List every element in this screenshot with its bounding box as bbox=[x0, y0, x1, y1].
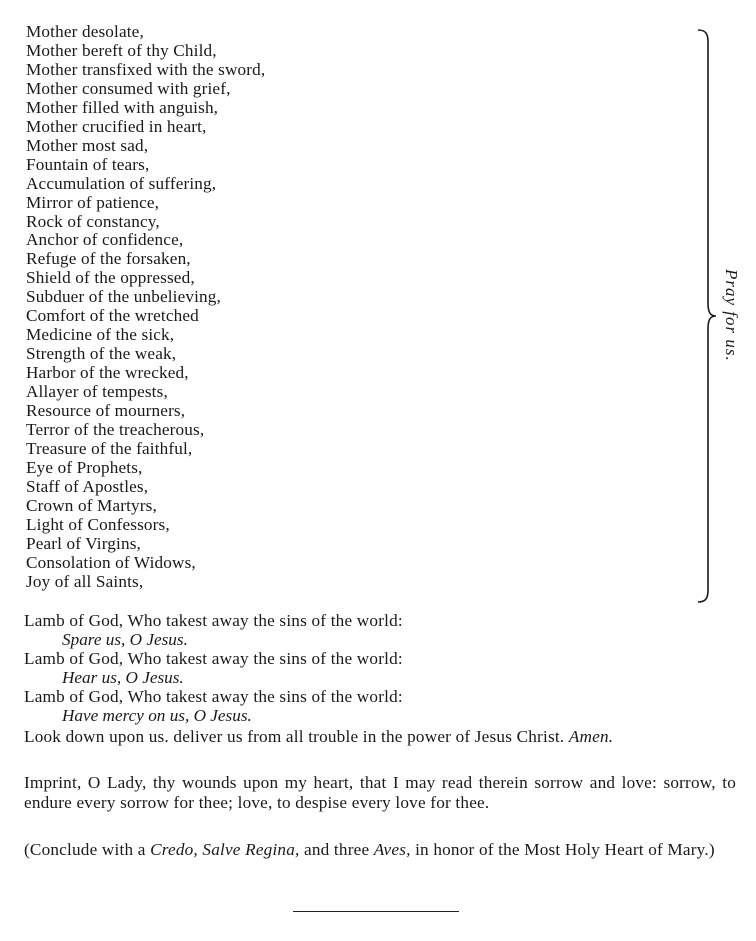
litany-line: Mother bereft of thy Child, bbox=[26, 40, 217, 60]
end-rule bbox=[293, 911, 459, 912]
conclusion-credo: Credo, bbox=[150, 840, 198, 859]
amen: Amen. bbox=[568, 727, 614, 746]
litany-line: Joy of all Saints, bbox=[26, 571, 144, 591]
imprint-prayer: Imprint, O Lady, thy wounds upon my heart, that I may read therein sorrow and love: sorrow, to endure every sorrow for thee; love, to despise every love for thee. bbox=[24, 773, 736, 812]
agnus-dei-section bbox=[24, 611, 736, 725]
litany-line: Harbor of the wrecked, bbox=[26, 363, 189, 383]
litany-line: Mother transfixed with the sword, bbox=[26, 59, 266, 79]
conclusion-prefix: (Conclude with a bbox=[24, 840, 146, 859]
lamb-call-3: Lamb of God, Who takest away the sins of the world: bbox=[24, 687, 403, 706]
closing-prayer bbox=[24, 727, 736, 747]
conclusion-salve: Salve Regina, bbox=[202, 840, 300, 859]
litany-line: Strength of the weak, bbox=[26, 344, 177, 364]
litany-line: Accumulation of suffering, bbox=[26, 173, 217, 193]
litany-line: Terror of the treacherous, bbox=[26, 420, 205, 440]
litany-line: Refuge of the forsaken, bbox=[26, 249, 191, 269]
litany-line: Light of Confessors, bbox=[26, 514, 170, 534]
closing-prayer-text: Look down upon us. deliver us from all trouble in the power of Jesus Christ. bbox=[24, 727, 565, 746]
litany-line: Staff of Apostles, bbox=[26, 476, 149, 496]
lamb-response-2: Hear us, O Jesus. bbox=[62, 668, 184, 687]
litany-line: Consolation of Widows, bbox=[26, 552, 196, 572]
conclusion-rubric bbox=[24, 840, 736, 860]
lamb-response-1: Spare us, O Jesus. bbox=[62, 630, 188, 649]
litany-line: Treasure of the faithful, bbox=[26, 438, 193, 458]
lamb-call-2: Lamb of God, Who takest away the sins of the world: bbox=[24, 649, 403, 668]
litany-line: Mother consumed with grief, bbox=[26, 78, 231, 98]
conclusion-aves: Aves, bbox=[373, 840, 411, 859]
conclusion-middle: and three bbox=[304, 840, 370, 859]
litany-line: Medicine of the sick, bbox=[26, 325, 175, 345]
litany-line: Eye of Prophets, bbox=[26, 457, 143, 477]
right-brace bbox=[696, 28, 718, 604]
litany-line: Subduer of the unbelieving, bbox=[26, 287, 221, 307]
litany-line: Shield of the oppressed, bbox=[26, 268, 195, 288]
conclusion-suffix: in honor of the Most Holy Heart of Mary.) bbox=[415, 840, 715, 859]
litany-line: Crown of Martyrs, bbox=[26, 495, 157, 515]
litany-line: Mother crucified in heart, bbox=[26, 116, 207, 136]
refrain-text: Pray for us. bbox=[722, 268, 741, 362]
litany-line: Mirror of patience, bbox=[26, 192, 160, 212]
lamb-response-3: Have mercy on us, O Jesus. bbox=[62, 706, 252, 725]
litany-line: Allayer of tempests, bbox=[26, 382, 168, 402]
litany-line: Comfort of the wretched bbox=[26, 306, 199, 326]
litany-line: Rock of constancy, bbox=[26, 211, 160, 231]
litany-line: Fountain of tears, bbox=[26, 154, 150, 174]
litany-line: Mother filled with anguish, bbox=[26, 97, 219, 117]
litany-line: Pearl of Virgins, bbox=[26, 533, 141, 553]
litany-line: Anchor of confidence, bbox=[26, 230, 184, 250]
litany-line: Mother most sad, bbox=[26, 135, 149, 155]
lamb-call-1: Lamb of God, Who takest away the sins of the world: bbox=[24, 611, 403, 630]
litany-line: Resource of mourners, bbox=[26, 401, 186, 421]
refrain-pray-for-us bbox=[716, 260, 746, 370]
litany-invocations bbox=[26, 23, 265, 592]
litany-line: Mother desolate, bbox=[26, 22, 144, 41]
